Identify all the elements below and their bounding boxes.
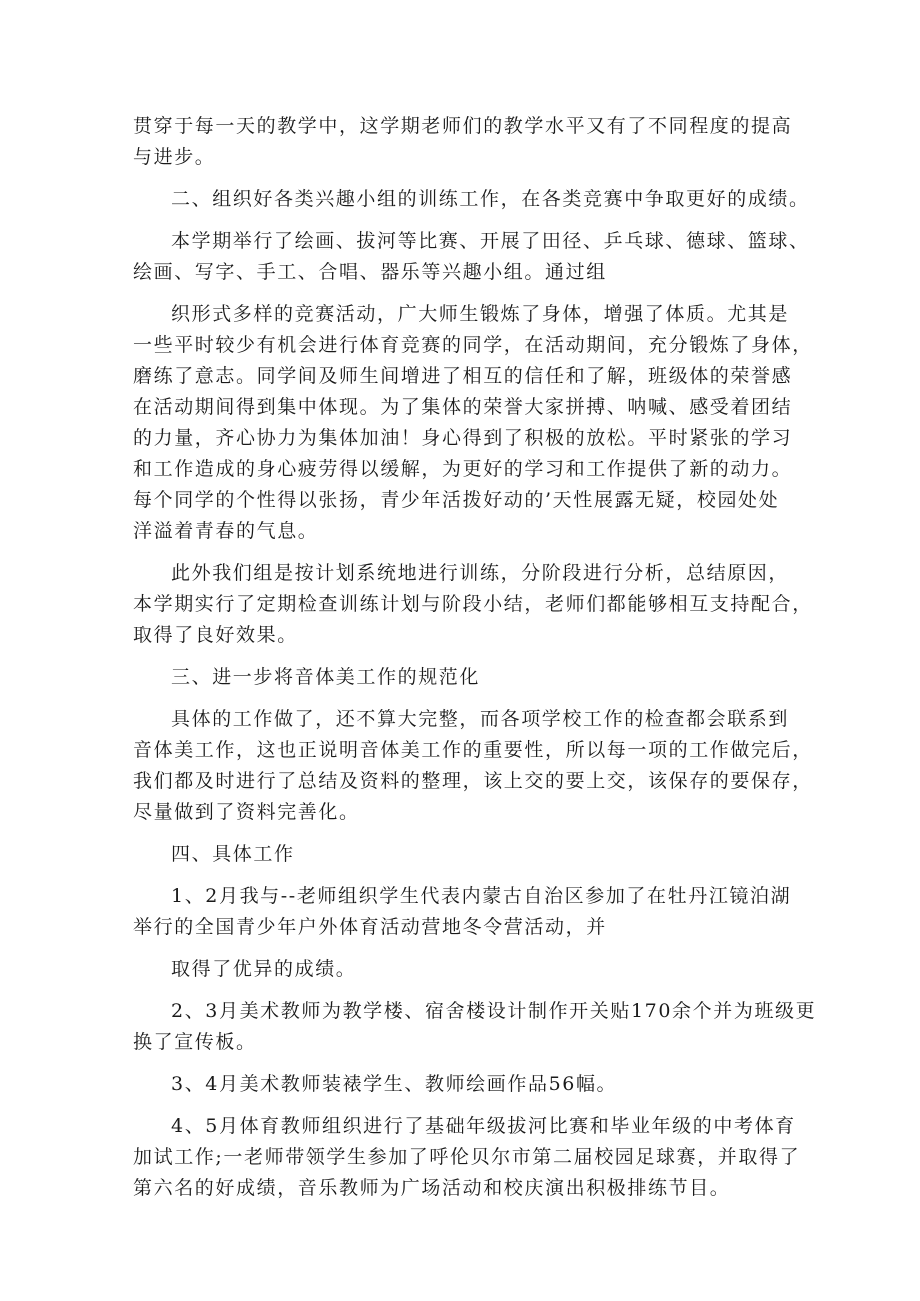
text-line: 此外我们组是按计划系统地进行训练，分阶段进行分析，总结原因， bbox=[171, 562, 790, 584]
text-line: 换了宣传板。 bbox=[133, 1031, 257, 1053]
text-line: 2、3月美术教师为教学楼、宿舍楼设计制作开关贴170余个并为班级更 bbox=[171, 1000, 817, 1022]
text-line: 磨练了意志。同学间及师生间增进了相互的信任和了解，班级体的荣誉感 bbox=[133, 365, 793, 387]
text-line: 和工作造成的身心疲劳得以缓解，为更好的学习和工作提供了新的动力。 bbox=[133, 458, 793, 480]
text-line: 二、组织好各类兴趣小组的训练工作，在各类竞赛中争取更好的成绩。 bbox=[171, 188, 810, 210]
text-line: 取得了良好效果。 bbox=[133, 624, 298, 646]
text-line: 3、4月美术教师装裱学生、教师绘画作品56幅。 bbox=[171, 1073, 618, 1095]
text-line: 一些平时较少有机会进行体育竞赛的同学，在活动期间，充分锻炼了身体， bbox=[133, 334, 813, 356]
text-line: 本学期实行了定期检查训练计划与阶段小结，老师们都能够相互支持配合， bbox=[133, 593, 813, 615]
text-line: 贯穿于每一天的教学中，这学期老师们的教学水平又有了不同程度的提高 bbox=[133, 115, 793, 137]
text-line: 第六名的好成绩，音乐教师为广场活动和校庆演出积极排练节目。 bbox=[133, 1177, 731, 1199]
text-line: 织形式多样的竞赛活动，广大师生锻炼了身体，增强了体质。尤其是 bbox=[171, 303, 790, 325]
text-line: 洋溢着青春的气息。 bbox=[133, 520, 319, 542]
text-line: 在活动期间得到集中体现。为了集体的荣誉大家拼搏、呐喊、感受着团结 bbox=[133, 396, 793, 418]
text-line: 绘画、写字、手工、合唱、器乐等兴趣小组。通过组 bbox=[133, 261, 607, 283]
text-line: 取得了优异的成绩。 bbox=[171, 958, 357, 980]
text-line: 加试工作;一老师带领学生参加了呼伦贝尔市第二届校园足球赛，并取得了 bbox=[133, 1146, 801, 1168]
text-line: 4、5月体育教师组织进行了基础年级拔河比赛和毕业年级的中考体育 bbox=[171, 1115, 796, 1137]
text-line: 尽量做到了资料完善化。 bbox=[133, 801, 360, 823]
text-line: 四、具体工作 bbox=[171, 843, 295, 865]
document-body bbox=[133, 111, 817, 1204]
text-line: 每个同学的个性得以张扬，青少年活拨好动的’天性展露无疑，校园处处 bbox=[133, 489, 780, 511]
text-line: 具体的工作做了，还不算大完整，而各项学校工作的检查都会联系到 bbox=[171, 708, 790, 730]
text-line: 举行的全国青少年户外体育活动营地冬令营活动，并 bbox=[133, 916, 607, 938]
text-line: 本学期举行了绘画、拔河等比赛、开展了田径、乒乓球、德球、篮球、 bbox=[171, 230, 810, 252]
text-line: 1、2月我与--老师组织学生代表内蒙古自治区参加了在牡丹江镜泊湖 bbox=[171, 885, 792, 907]
text-line: 我们都及时进行了总结及资料的整理，该上交的要上交，该保存的要保存， bbox=[133, 770, 813, 792]
text-line: 与进步。 bbox=[133, 146, 216, 168]
text-line: 音体美工作，这也正说明音体美工作的重要性，所以每一项的工作做完后， bbox=[133, 739, 813, 761]
text-line: 的力量，齐心协力为集体加油！身心得到了积极的放松。平时紧张的学习 bbox=[133, 427, 793, 449]
text-line: 三、进一步将音体美工作的规范化 bbox=[171, 666, 481, 688]
